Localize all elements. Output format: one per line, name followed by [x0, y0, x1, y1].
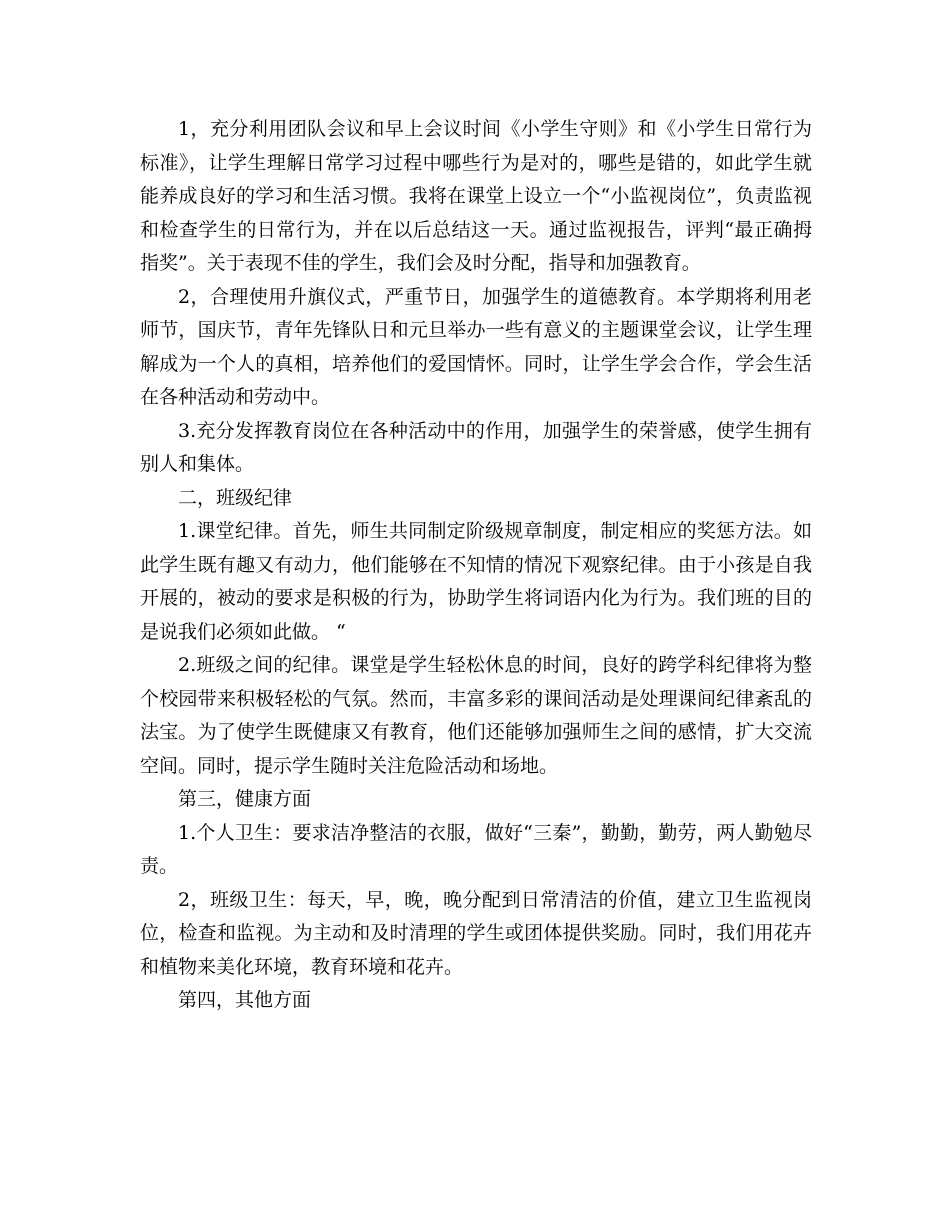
heading-class-discipline: 二，班级纪律 [178, 486, 293, 509]
heading-health: 第三，健康方面 [178, 788, 312, 810]
paragraph-personal-hygiene: 1.个人卫生：要求洁净整洁的衣服，做好“三秦”，勤勤，勤劳，两人勤勉尽责。 [140, 821, 812, 877]
document-page [140, 113, 812, 1018]
heading-other-aspects: 第四，其他方面 [178, 989, 312, 1011]
paragraph-daily-behavior: 1，充分利用团队会议和早上会议时间《小学生守则》和《小学生日常行为标准》，让学生理解日常学习过程中哪些行为是对的，哪些是错的，如此学生就能养成良好的学习和生活习惯。我将在课堂上设立一个“小监视岗位”，负责监视和检查学生的日常行为，并在以后总结这一天。通过监视报告，评判“最正确拇指奖”。关于表现不佳的学生，我们会及时分配，指导和加强教育。 [140, 118, 812, 274]
paragraph-education-posts: 3.充分发挥教育岗位在各种活动中的作用，加强学生的荣誉感，使学生拥有别人和集体。 [140, 419, 812, 475]
paragraph-break-discipline: 2.班级之间的纪律。课堂是学生轻松休息的时间，良好的跨学科纪律将为整个校园带来积极轻松的气氛。然而，丰富多彩的课间活动是处理课间纪律紊乱的法宝。为了使学生既健康又有教育，他们还能够加强师生之间的感情，扩大交流空间。同时，提示学生随时关注危险活动和场地。 [140, 654, 812, 777]
paragraph-classroom-discipline: 1.课堂纪律。首先，师生共同制定阶级规章制度，制定相应的奖惩方法。如此学生既有趣又有动力，他们能够在不知情的情况下观察纪律。由于小孩是自我开展的，被动的要求是积极的行为，协助学生将词语内化为行为。我们班的目的是说我们必须如此做。 “ [140, 520, 812, 643]
paragraph-class-hygiene: 2，班级卫生：每天，早，晚，晚分配到日常清洁的价值，建立卫生监视岗位，检查和监视。为主动和及时清理的学生或团体提供奖励。同时，我们用花卉和植物来美化环境，教育环境和花卉。 [140, 888, 812, 978]
paragraph-flag-ceremony: 2，合理使用升旗仪式，严重节日，加强学生的道德教育。本学期将利用老师节，国庆节，青年先锋队日和元旦举办一些有意义的主题课堂会议，让学生理解成为一个人的真相，培养他们的爱国情怀。同时，让学生学会合作，学会生活在各种活动和劳动中。 [140, 285, 812, 408]
